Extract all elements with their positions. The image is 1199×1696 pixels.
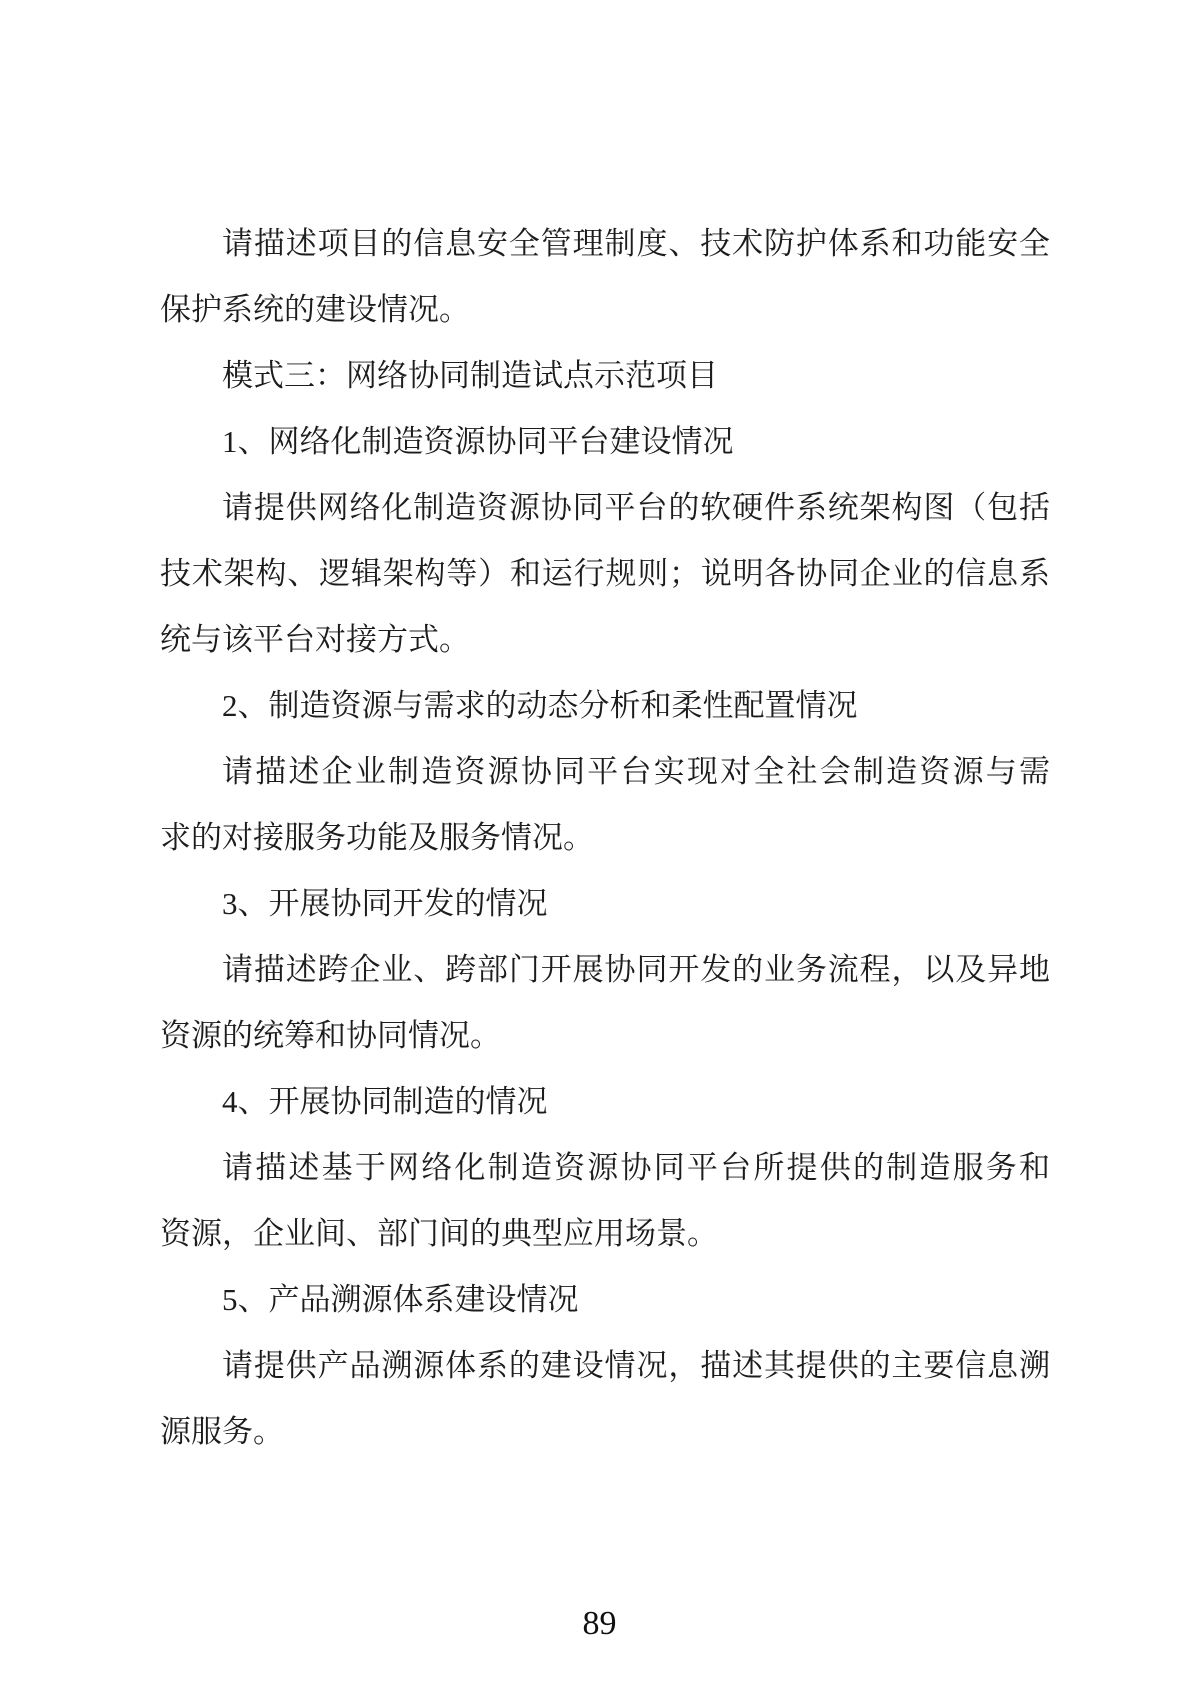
text-line: 请提供网络化制造资源协同平台的软硬件系统架构图（包括 (222, 490, 1050, 525)
text-line: 请描述企业制造资源协同平台实现对全社会制造资源与需 (222, 754, 1050, 789)
text-line: 资源的统筹和协同情况。 (160, 1018, 501, 1053)
text-line: 保护系统的建设情况。 (160, 292, 470, 327)
text-line: 技术架构、逻辑架构等）和运行规则；说明各协同企业的信息系 (160, 556, 1050, 591)
text-line: 请描述基于网络化制造资源协同平台所提供的制造服务和 (222, 1150, 1050, 1185)
document-body (160, 211, 1050, 1465)
item-heading: 4、开展协同制造的情况 (222, 1084, 548, 1119)
text-line: 统与该平台对接方式。 (160, 622, 470, 657)
item-heading: 3、开展协同开发的情况 (222, 886, 548, 921)
text-line: 源服务。 (160, 1414, 284, 1449)
text-line: 请描述跨企业、跨部门开展协同开发的业务流程，以及异地 (222, 952, 1050, 987)
item-heading: 1、网络化制造资源协同平台建设情况 (222, 424, 734, 459)
page-number: 89 (582, 1605, 617, 1642)
item-heading: 2、制造资源与需求的动态分析和柔性配置情况 (222, 688, 858, 723)
section-heading: 模式三：网络协同制造试点示范项目 (222, 358, 718, 393)
item-heading: 5、产品溯源体系建设情况 (222, 1282, 579, 1317)
text-line: 请描述项目的信息安全管理制度、技术防护体系和功能安全 (222, 226, 1050, 261)
text-line: 请提供产品溯源体系的建设情况，描述其提供的主要信息溯 (222, 1348, 1050, 1383)
text-line: 资源，企业间、部门间的典型应用场景。 (160, 1216, 718, 1251)
text-line: 求的对接服务功能及服务情况。 (160, 820, 594, 855)
